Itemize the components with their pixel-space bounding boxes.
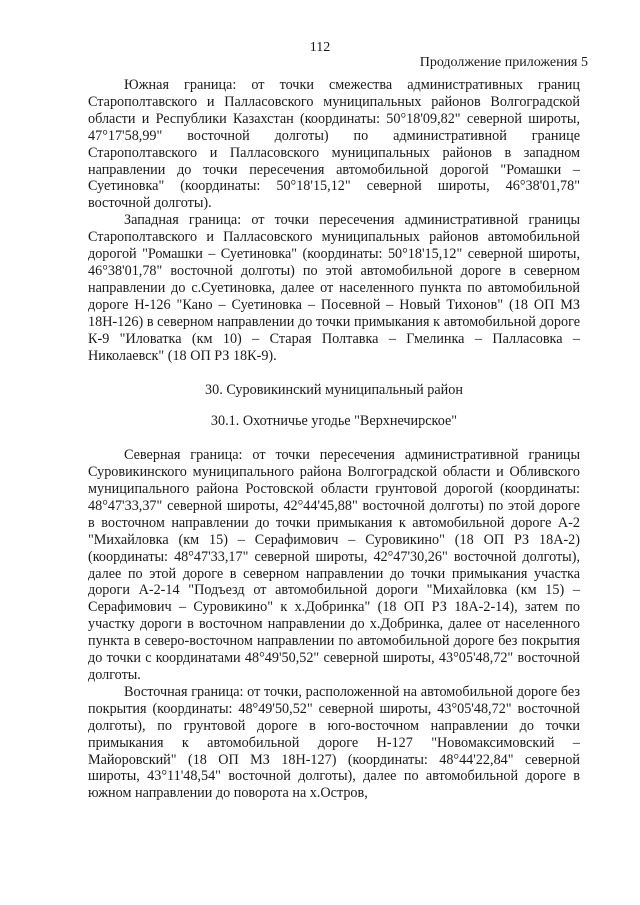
paragraph-west-border: Западная граница: от точки пересечения административной границы Старополтавского и Палласовского муниципальных районов автомобильной дорогой "Ромашки – Суетиновка" (координаты: 50°18'15,12" северной широты, 46°38'01,78" восточной долготы) по этой автомобильной дороге в северном направлении до с.Суетиновка, далее от населенного пункта по автомобильной дороге Н-126 "Кано – Суетиновка – Посевной – Новый Тихонов" (18 ОП МЗ 18Н-126) в северном направлении до точки примыкания к автомобильной дороге К-9 "Иловатка (км 10) – Старая Полтавка – Гмелинка – Палласовка – Николаевск" (18 ОП РЗ 18К-9).: [88, 212, 580, 364]
paragraph-north-border: Северная граница: от точки пересечения административной границы Суровикинского муниципального района Волгоградской области и Обливского муниципального района Ростовской области грунтовой дорогой (координаты: 48°47'33,37" северной широты, 42°44'45,88" восточной долготы) по этой дороге в восточном направлении до точки примыкания к автомобильной дороге А-2 "Михайловка (км 15) – Серафимович – Суровикино" (18 ОП РЗ 18А-2) (координаты: 48°47'33,17" северной широты, 42°47'30,26" восточной долготы), далее по этой дороге в северном направлении до точки примыкания участка дороги А-2-14 "Подъезд от автомобильной дороги "Михайловка (км 15) – Серафимович – Суровикино" к х.Добринка" (18 ОП РЗ 18А-2-14), затем по участку дороги в восточном направлении до х.Добринка, далее от населенного пункта в северо-восточном направлении по автомобильной дороге без покрытия до точки с координатами 48°49'50,52" северной широты, 43°05'48,72" восточной долготы.: [88, 447, 580, 683]
section-heading: 30. Суровикинский муниципальный район: [205, 382, 463, 399]
paragraph-south-border: Южная граница: от точки смежества административных границ Старополтавского и Палласовского муниципальных районов Волгоградской области и Республики Казахстан (координаты: 50°18'09,82" северной широты, 47°17'58,99" восточной долготы) по административной границе Старополтавского и Палласовского муниципальных районов в западном направлении до точки пересечения автомобильной дорогой "Ромашки – Суетиновка" (координаты: 50°18'15,12" северной широты, 46°38'01,78" восточной долготы).: [88, 77, 580, 212]
page-number: 112: [309, 40, 331, 55]
paragraph-east-border: Восточная граница: от точки, расположенной на автомобильной дороге без покрытия (координаты: 48°49'50,52" северной широты, 43°05'48,72" восточной долготы), по грунтовой дороге в юго-восточном направлении до точки примыкания к автомобильной дороге Н-127 "Новомаксимовский – Майоровский" (18 ОП МЗ 18Н-127) (координаты: 48°44'22,84" северной широты, 43°11'48,54" восточной долготы), далее по автомобильной дороге в южном направлении до поворота на х.Остров,: [88, 683, 580, 802]
appendix-continuation-note: Продолжение приложения 5: [419, 55, 588, 70]
document-body: [88, 77, 580, 802]
subsection-heading: 30.1. Охотничье угодье "Верхнечирское": [210, 413, 458, 430]
